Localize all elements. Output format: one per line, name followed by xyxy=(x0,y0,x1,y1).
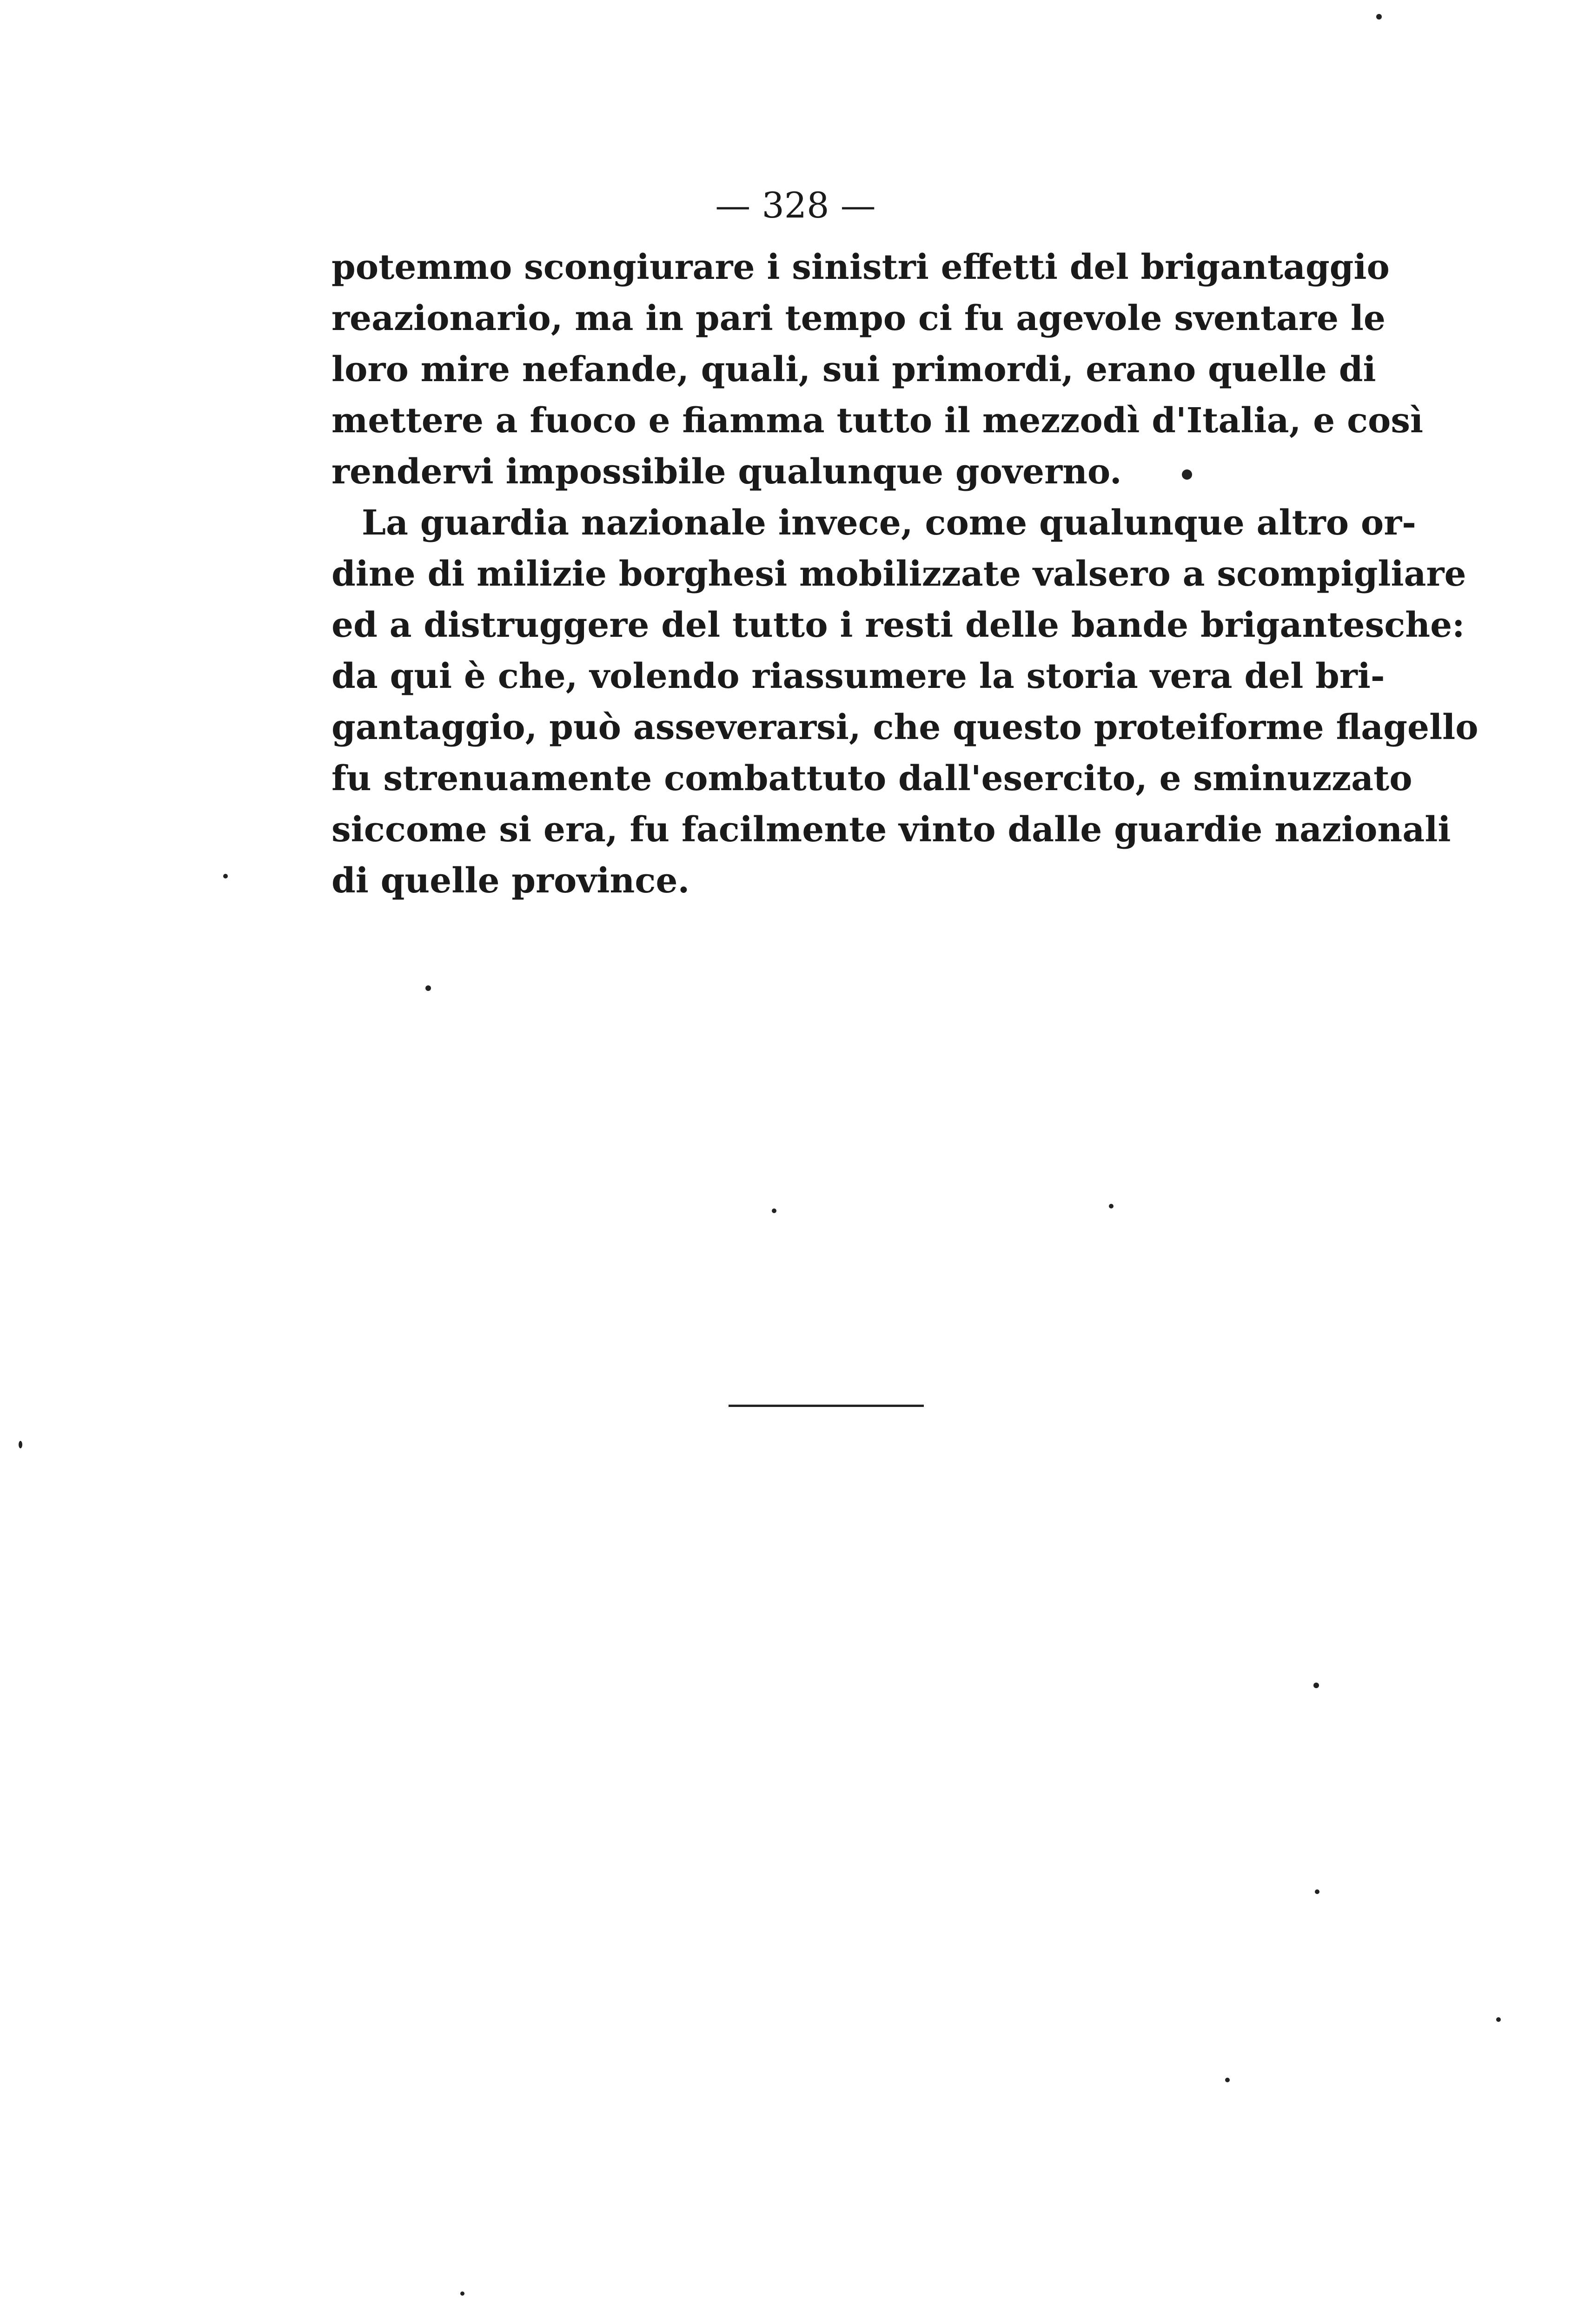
body-text xyxy=(331,242,1478,906)
text-line: gantaggio, può asseverarsi, che questo proteiforme flagello xyxy=(331,707,1478,747)
text-line: da qui è che, volendo riassumere la storia vera del bri- xyxy=(331,656,1385,696)
text-line: fu strenuamente combattuto dall'esercito, e sminuzzato xyxy=(331,759,1412,799)
text-line: di quelle province. xyxy=(331,861,690,901)
text-line: loro mire nefande, quali, sui primordi, erano quelle di xyxy=(331,350,1376,390)
text-line: dine di milizie borghesi mobilizzate valsero a scompigliare xyxy=(331,554,1466,594)
scan-speck xyxy=(1225,2078,1230,2082)
scan-speck xyxy=(1315,1889,1319,1894)
scan-speck xyxy=(19,1441,22,1448)
text-line: ed a distruggere del tutto i resti delle bande brigantesche: xyxy=(331,605,1465,645)
scan-speck xyxy=(223,874,228,878)
text-line: siccome si era, fu facilmente vinto dalle guardie nazionali xyxy=(331,810,1451,850)
scan-speck xyxy=(460,2291,464,2296)
text-line: rendervi impossibile qualunque governo. xyxy=(331,452,1122,492)
text-line: mettere a fuoco e fiamma tutto il mezzodì d'Italia, e così xyxy=(331,401,1424,441)
text-line: potemmo scongiurare i sinistri effetti del brigantaggio xyxy=(331,247,1390,287)
text-line: La guardia nazionale invece, come qualunque altro or- xyxy=(362,503,1416,543)
scan-speck xyxy=(1376,14,1382,20)
page-number: — 328 — xyxy=(715,185,876,226)
scan-speck xyxy=(772,1208,776,1213)
scan-speck xyxy=(425,985,431,991)
scan-speck xyxy=(1496,2017,1501,2022)
text-line: reazionario, ma in pari tempo ci fu agevole sventare le xyxy=(331,298,1386,338)
scan-speck xyxy=(1313,1683,1319,1688)
scan-speck xyxy=(1109,1204,1114,1208)
end-of-chapter-rule xyxy=(729,1405,924,1407)
scan-speck xyxy=(1182,469,1192,480)
